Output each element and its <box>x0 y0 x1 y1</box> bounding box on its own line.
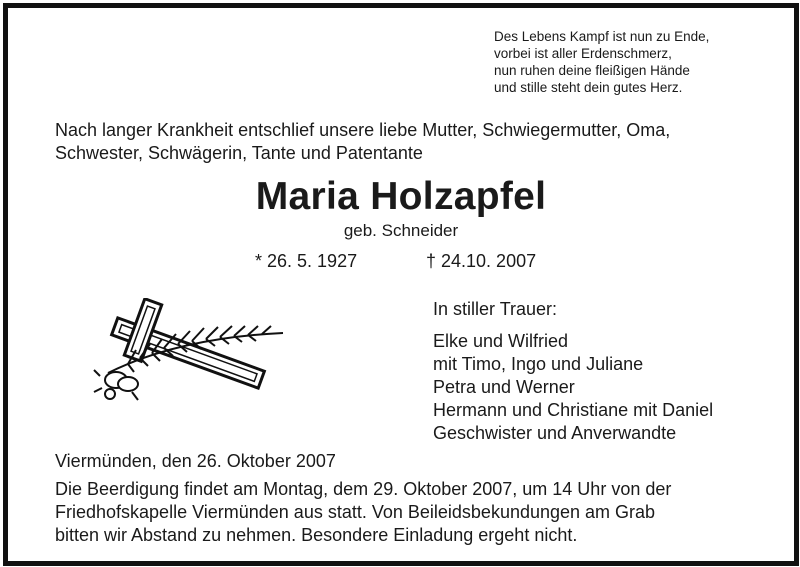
poem-line: vorbei ist aller Erdenschmerz, <box>494 46 672 61</box>
mourner-name: Elke und Wilfried <box>433 331 569 351</box>
intro-line: Schwester, Schwägerin, Tante und Patentante <box>55 143 423 163</box>
mourners-list <box>433 298 788 445</box>
mourner-name: mit Timo, Ingo und Juliane <box>433 354 644 374</box>
funeral-line: Die Beerdigung findet am Montag, dem 29. Oktober 2007, um 14 Uhr von der <box>55 479 672 499</box>
deceased-name: Maria Holzapfel <box>255 175 547 218</box>
mourner-name: Geschwister und Anverwandte <box>433 423 677 443</box>
maiden-name: geb. Schneider <box>343 221 459 240</box>
intro-text <box>55 119 775 165</box>
birth-date: * 26. 5. 1927 <box>255 251 358 271</box>
place-date: Viermünden, den 26. Oktober 2007 <box>55 451 336 471</box>
cross-with-palm-branch-icon <box>88 298 288 408</box>
obituary-card <box>3 3 799 566</box>
poem-line: und stille steht dein gutes Herz. <box>494 80 683 95</box>
mourner-name: Petra und Werner <box>433 377 575 397</box>
death-date: † 24.10. 2007 <box>426 251 537 271</box>
intro-line: Nach langer Krankheit entschlief unsere liebe Mutter, Schwiegermutter, Oma, <box>55 120 671 140</box>
poem-line: nun ruhen deine fleißigen Hände <box>494 63 690 78</box>
funeral-notice <box>55 478 755 547</box>
funeral-line: bitten wir Abstand zu nehmen. Besondere Einladung ergeht nicht. <box>55 525 578 545</box>
poem <box>494 28 784 96</box>
funeral-line: Friedhofskapelle Viermünden aus statt. Von Beileidsbekundungen am Grab <box>55 502 656 522</box>
mourner-name: Hermann und Christiane mit Daniel <box>433 400 714 420</box>
mourners-heading: In stiller Trauer: <box>433 299 558 319</box>
poem-line: Des Lebens Kampf ist nun zu Ende, <box>494 29 710 44</box>
